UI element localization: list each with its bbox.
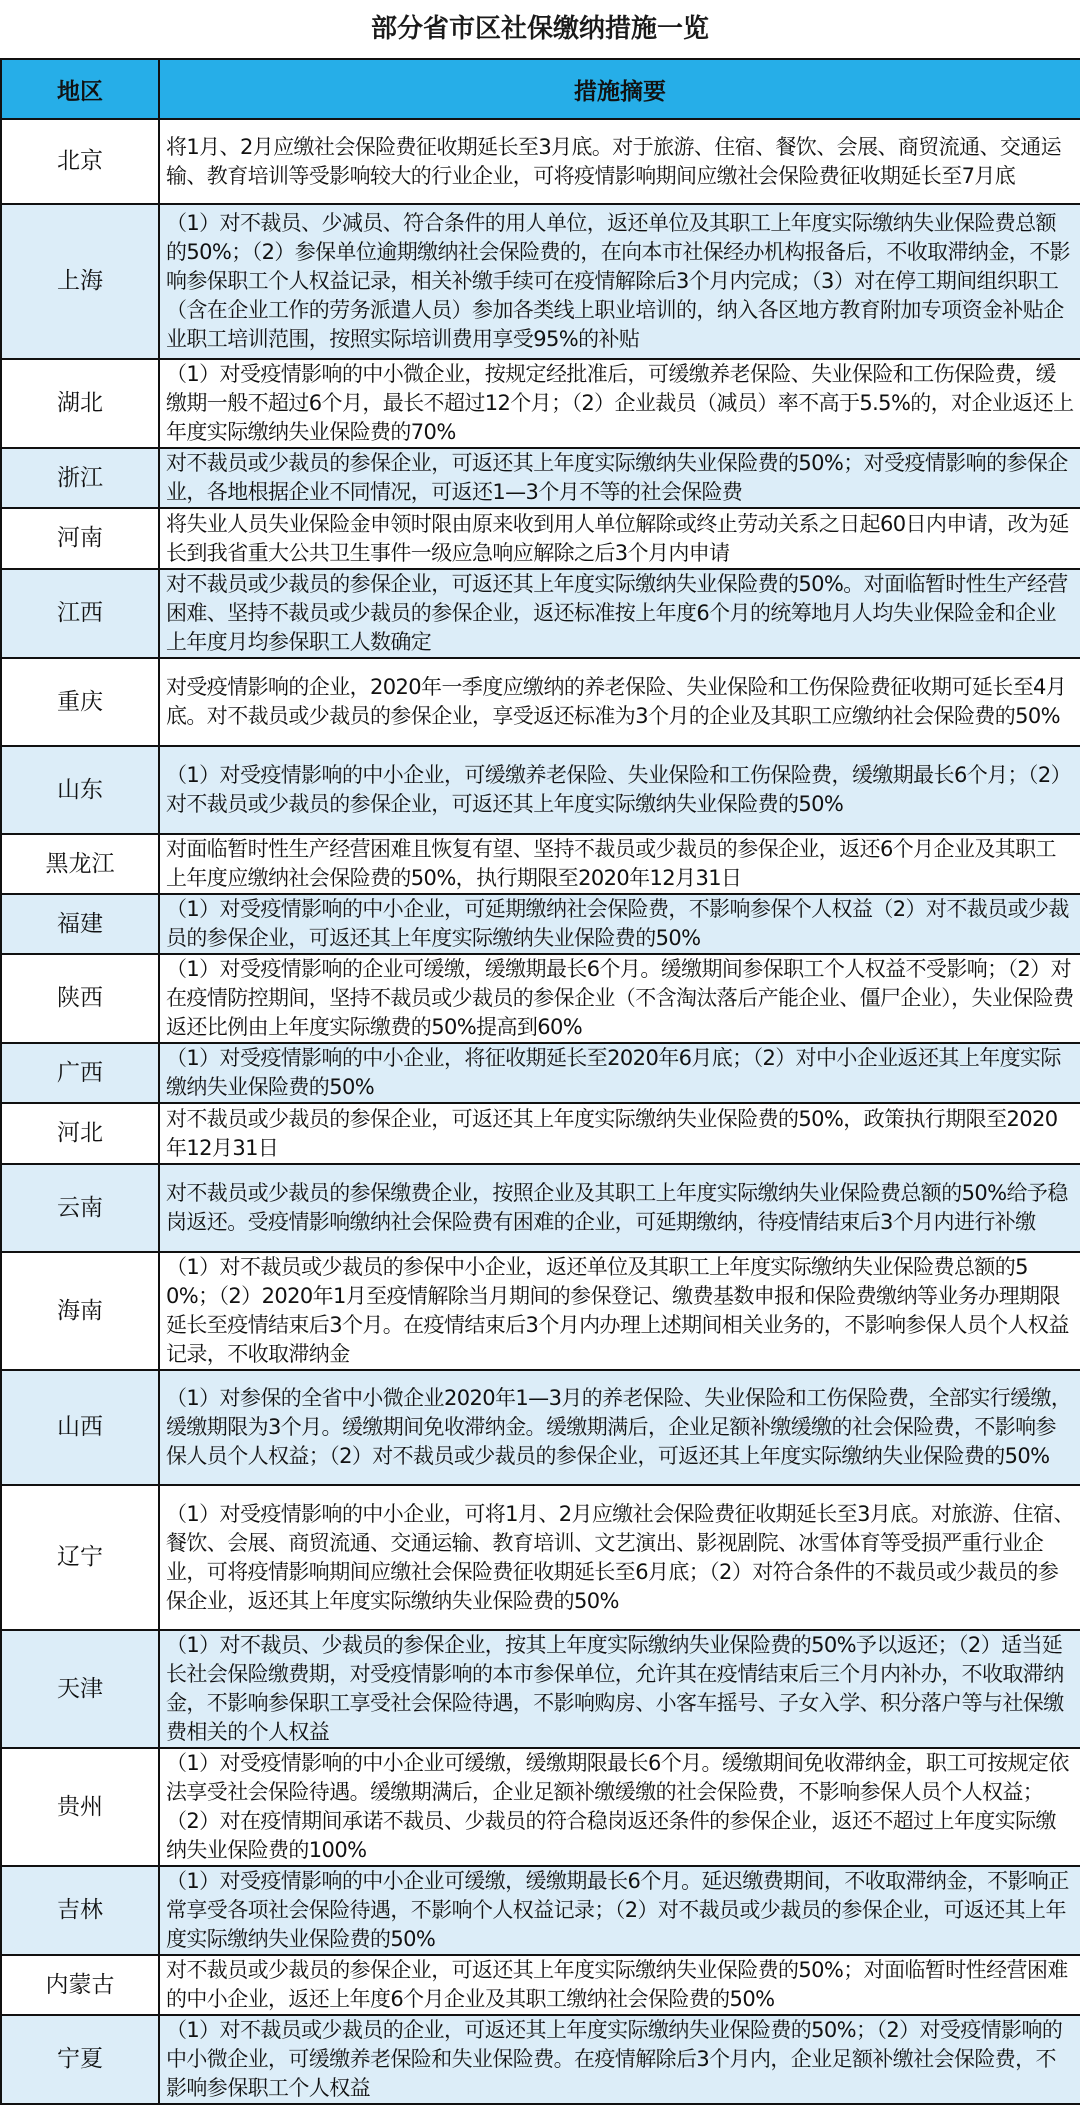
region-cell: 山东: [1, 746, 159, 834]
measures-table: [0, 58, 1080, 2105]
measure-cell: 对不裁员或少裁员的参保企业，可返还其上年度实际缴纳失业保险费的50%，政策执行期限至2020年12月31日: [159, 1103, 1080, 1164]
region-cell: 贵州: [1, 1748, 159, 1866]
region-cell: 山西: [1, 1370, 159, 1485]
measure-cell: （1）对受疫情影响的企业可缓缴，缓缴期最长6个月。缓缴期间参保职工个人权益不受影响；（2）对在疫情防控期间，坚持不裁员或少裁员的参保企业（不含淘汰落后产能企业、僵尸企业），失业保险费返还比例由上年度实际缴费的50%提高到60%: [159, 954, 1080, 1043]
measure-cell: 对不裁员或少裁员的参保企业，可返还其上年度实际缴纳失业保险费的50%；对受疫情影响的参保企业，各地根据企业不同情况，可返还1—3个月不等的社会保险费: [159, 448, 1080, 508]
table-header: [1, 59, 1080, 119]
region-cell: 江西: [1, 569, 159, 658]
table-row: [1, 1252, 1080, 1370]
region-cell: 湖北: [1, 359, 159, 448]
table-row: [1, 204, 1080, 359]
page-title: 部分省市区社保缴纳措施一览: [370, 14, 709, 44]
column-header-region: 地区: [1, 59, 159, 119]
region-cell: 河南: [1, 508, 159, 569]
measure-cell: 对受疫情影响的企业，2020年一季度应缴纳的养老保险、失业保险和工伤保险费征收期可延长至4月底。对不裁员或少裁员的参保企业，享受返还标准为3个月的企业及其职工应缴纳社会保险费的50%: [159, 658, 1080, 746]
region-cell: 北京: [1, 119, 159, 204]
table-row: [1, 894, 1080, 954]
column-header-measures: 措施摘要: [159, 59, 1080, 119]
region-cell: 海南: [1, 1252, 159, 1370]
measure-cell: （1）对受疫情影响的中小微企业，按规定经批准后，可缓缴养老保险、失业保险和工伤保险费，缓缴期一般不超过6个月，最长不超过12个月；（2）企业裁员（减员）率不高于5.5%的，对企业返还上年度实际缴纳失业保险费的70%: [159, 359, 1080, 448]
measure-cell: （1）对受疫情影响的中小企业，可缓缴养老保险、失业保险和工伤保险费，缓缴期最长6个月；（2）对不裁员或少裁员的参保企业，可返还其上年度实际缴纳失业保险费的50%: [159, 746, 1080, 834]
region-cell: 宁夏: [1, 2015, 159, 2104]
measure-cell: 对不裁员或少裁员的参保企业，可返还其上年度实际缴纳失业保险费的50%。对面临暂时性生产经营困难、坚持不裁员或少裁员的参保企业，返还标准按上年度6个月的统筹地月人均失业保险金和企业上年度月均参保职工人数确定: [159, 569, 1080, 658]
measure-cell: （1）对受疫情影响的中小企业可缓缴，缓缴期限最长6个月。缓缴期间免收滞纳金，职工可按规定依法享受社会保险待遇。缓缴期满后，企业足额补缴缓缴的社会保险费，不影响参保人员个人权益；（2）对在疫情期间承诺不裁员、少裁员的符合稳岗返还条件的参保企业，返还不超过上年度实际缴纳失业保险费的100%: [159, 1748, 1080, 1866]
measure-cell: （1）对受疫情影响的中小企业可缓缴，缓缴期最长6个月。延迟缴费期间，不收取滞纳金，不影响正常享受各项社会保险待遇，不影响个人权益记录；（2）对不裁员或少裁员的参保企业，可返还其上年度实际缴纳失业保险费的50%: [159, 1866, 1080, 1955]
table-row: [1, 508, 1080, 569]
region-cell: 黑龙江: [1, 834, 159, 894]
table-row: [1, 1485, 1080, 1630]
region-cell: 河北: [1, 1103, 159, 1164]
measure-cell: 将失业人员失业保险金申领时限由原来收到用人单位解除或终止劳动关系之日起60日内申请，改为延长到我省重大公共卫生事件一级应急响应解除之后3个月内申请: [159, 508, 1080, 569]
region-cell: 吉林: [1, 1866, 159, 1955]
region-cell: 内蒙古: [1, 1955, 159, 2015]
region-cell: 重庆: [1, 658, 159, 746]
region-cell: 陕西: [1, 954, 159, 1043]
table-row: [1, 1370, 1080, 1485]
table-row: [1, 954, 1080, 1043]
table-row: [1, 658, 1080, 746]
region-cell: 上海: [1, 204, 159, 359]
measure-cell: 将1月、2月应缴社会保险费征收期延长至3月底。对于旅游、住宿、餐饮、会展、商贸流通、交通运输、教育培训等受影响较大的行业企业，可将疫情影响期间应缴社会保险费征收期延长至7月底: [159, 119, 1080, 204]
measure-cell: （1）对不裁员、少裁员的参保企业，按其上年度实际缴纳失业保险费的50%予以返还；（2）适当延长社会保险缴费期，对受疫情影响的本市参保单位，允许其在疫情结束后三个月内补办，不收取滞纳金，不影响参保职工享受社会保险待遇，不影响购房、小客车摇号、子女入学、积分落户等与社保缴费相关的个人权益: [159, 1630, 1080, 1748]
measure-cell: 对不裁员或少裁员的参保企业，可返还其上年度实际缴纳失业保险费的50%；对面临暂时性经营困难的中小企业，返还上年度6个月企业及其职工缴纳社会保险费的50%: [159, 1955, 1080, 2015]
measure-cell: （1）对受疫情影响的中小企业，可将1月、2月应缴社会保险费征收期延长至3月底。对旅游、住宿、餐饮、会展、商贸流通、交通运输、教育培训、文艺演出、影视剧院、冰雪体育等受损严重行业企业，可将疫情影响期间应缴社会保险费征收期延长至6月底；（2）对符合条件的不裁员或少裁员的参保企业，返还其上年度实际缴纳失业保险费的50%: [159, 1485, 1080, 1630]
table-row: [1, 1043, 1080, 1103]
table-row: [1, 119, 1080, 204]
table-row: [1, 1630, 1080, 1748]
table-row: [1, 359, 1080, 448]
region-cell: 浙江: [1, 448, 159, 508]
table-row: [1, 1103, 1080, 1164]
table-row: [1, 2015, 1080, 2104]
measure-cell: （1）对受疫情影响的中小企业，将征收期延长至2020年6月底；（2）对中小企业返还其上年度实际缴纳失业保险费的50%: [159, 1043, 1080, 1103]
table-row: [1, 746, 1080, 834]
region-cell: 云南: [1, 1164, 159, 1252]
measure-cell: 对不裁员或少裁员的参保缴费企业，按照企业及其职工上年度实际缴纳失业保险费总额的50%给予稳岗返还。受疫情影响缴纳社会保险费有困难的企业，可延期缴纳，待疫情结束后3个月内进行补缴: [159, 1164, 1080, 1252]
table-row: [1, 1866, 1080, 1955]
measure-cell: 对面临暂时性生产经营困难且恢复有望、坚持不裁员或少裁员的参保企业，返还6个月企业及其职工上年度应缴纳社会保险费的50%，执行期限至2020年12月31日: [159, 834, 1080, 894]
measure-cell: （1）对参保的全省中小微企业2020年1—3月的养老保险、失业保险和工伤保险费，全部实行缓缴，缓缴期限为3个月。缓缴期间免收滞纳金。缓缴期满后，企业足额补缴缓缴的社会保险费，不影响参保人员个人权益；（2）对不裁员或少裁员的参保企业，可返还其上年度实际缴纳失业保险费的50%: [159, 1370, 1080, 1485]
table-row: [1, 834, 1080, 894]
measure-cell: （1）对不裁员、少减员、符合条件的用人单位，返还单位及其职工上年度实际缴纳失业保险费总额的50%；（2）参保单位逾期缴纳社会保险费的，在向本市社保经办机构报备后，不收取滞纳金，不影响参保职工个人权益记录，相关补缴手续可在疫情解除后3个月内完成；（3）对在停工期间组织职工（含在企业工作的劳务派遣人员）参加各类线上职业培训的，纳入各区地方教育附加专项资金补贴企业职工培训范围，按照实际培训费用享受95%的补贴: [159, 204, 1080, 359]
table-row: [1, 1164, 1080, 1252]
measure-cell: （1）对不裁员或少裁员的企业，可返还其上年度实际缴纳失业保险费的50%；（2）对受疫情影响的中小微企业，可缓缴养老保险和失业保险费。在疫情解除后3个月内，企业足额补缴社会保险费，不影响参保职工个人权益: [159, 2015, 1080, 2104]
region-cell: 辽宁: [1, 1485, 159, 1630]
table-row: [1, 569, 1080, 658]
region-cell: 广西: [1, 1043, 159, 1103]
measure-cell: （1）对受疫情影响的中小企业，可延期缴纳社会保险费，不影响参保个人权益（2）对不裁员或少裁员的参保企业，可返还其上年度实际缴纳失业保险费的50%: [159, 894, 1080, 954]
table-row: [1, 448, 1080, 508]
measure-cell: （1）对不裁员或少裁员的参保中小企业，返还单位及其职工上年度实际缴纳失业保险费总额的50%；（2）2020年1月至疫情解除当月期间的参保登记、缴费基数申报和保险费缴纳等业务办理期限延长至疫情结束后3个月。在疫情结束后3个月内办理上述期间相关业务的，不影响参保人员个人权益记录，不收取滞纳金: [159, 1252, 1080, 1370]
table-row: [1, 1955, 1080, 2015]
region-cell: 天津: [1, 1630, 159, 1748]
region-cell: 福建: [1, 894, 159, 954]
table-row: [1, 1748, 1080, 1866]
